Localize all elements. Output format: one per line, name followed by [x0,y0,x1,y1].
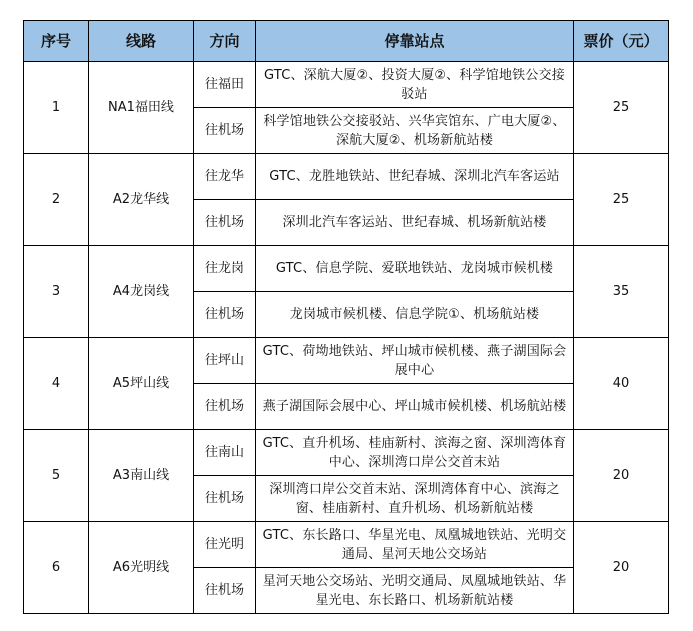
route-stops: GTC、龙胜地铁站、世纪春城、深圳北汽车客运站 [256,154,574,200]
route-stops: GTC、荷坳地铁站、坪山城市候机楼、燕子湖国际会展中心 [256,338,574,384]
header-stops: 停靠站点 [256,21,574,62]
route-direction: 往福田 [194,62,256,108]
route-direction: 往光明 [194,522,256,568]
route-direction: 往龙岗 [194,246,256,292]
route-number: 5 [24,430,89,522]
header-line: 线路 [89,21,194,62]
route-direction: 往机场 [194,200,256,246]
route-stops: GTC、深航大厦②、投资大厦②、科学馆地铁公交接驳站 [256,62,574,108]
route-number: 1 [24,62,89,154]
route-direction: 往机场 [194,108,256,154]
table-body [24,62,669,614]
header-no: 序号 [24,21,89,62]
route-price: 35 [574,246,669,338]
route-stops: 星河天地公交场站、光明交通局、凤凰城地铁站、华星光电、东长路口、机场新航站楼 [256,568,574,614]
table-row [24,430,669,476]
route-price: 25 [574,154,669,246]
route-price: 20 [574,430,669,522]
route-stops: GTC、直升机场、桂庙新村、滨海之窗、深圳湾体育中心、深圳湾口岸公交首末站 [256,430,574,476]
route-line-name: A6光明线 [89,522,194,614]
route-line-name: A5坪山线 [89,338,194,430]
route-price: 25 [574,62,669,154]
header-direction: 方向 [194,21,256,62]
route-direction: 往机场 [194,476,256,522]
route-number: 2 [24,154,89,246]
route-direction: 往机场 [194,568,256,614]
route-direction: 往南山 [194,430,256,476]
table-row [24,154,669,200]
route-price: 40 [574,338,669,430]
route-direction: 往龙华 [194,154,256,200]
route-price: 20 [574,522,669,614]
route-stops: 深圳北汽车客运站、世纪春城、机场新航站楼 [256,200,574,246]
route-stops: 龙岗城市候机楼、信息学院①、机场航站楼 [256,292,574,338]
airport-bus-fare-table [23,20,669,614]
route-direction: 往机场 [194,292,256,338]
route-line-name: A3南山线 [89,430,194,522]
route-number: 6 [24,522,89,614]
header-row [24,21,669,62]
route-stops: GTC、信息学院、爱联地铁站、龙岗城市候机楼 [256,246,574,292]
route-stops: 燕子湖国际会展中心、坪山城市候机楼、机场航站楼 [256,384,574,430]
route-stops: 科学馆地铁公交接驳站、兴华宾馆东、广电大厦②、深航大厦②、机场新航站楼 [256,108,574,154]
route-number: 4 [24,338,89,430]
table-row [24,246,669,292]
route-direction: 往坪山 [194,338,256,384]
header-price: 票价（元） [574,21,669,62]
table-row [24,338,669,384]
route-line-name: A2龙华线 [89,154,194,246]
table-row [24,522,669,568]
route-direction: 往机场 [194,384,256,430]
route-line-name: NA1福田线 [89,62,194,154]
route-number: 3 [24,246,89,338]
table-row [24,62,669,108]
route-stops: 深圳湾口岸公交首末站、深圳湾体育中心、滨海之窗、桂庙新村、直升机场、机场新航站楼 [256,476,574,522]
route-line-name: A4龙岗线 [89,246,194,338]
route-stops: GTC、东长路口、华星光电、凤凰城地铁站、光明交通局、星河天地公交场站 [256,522,574,568]
